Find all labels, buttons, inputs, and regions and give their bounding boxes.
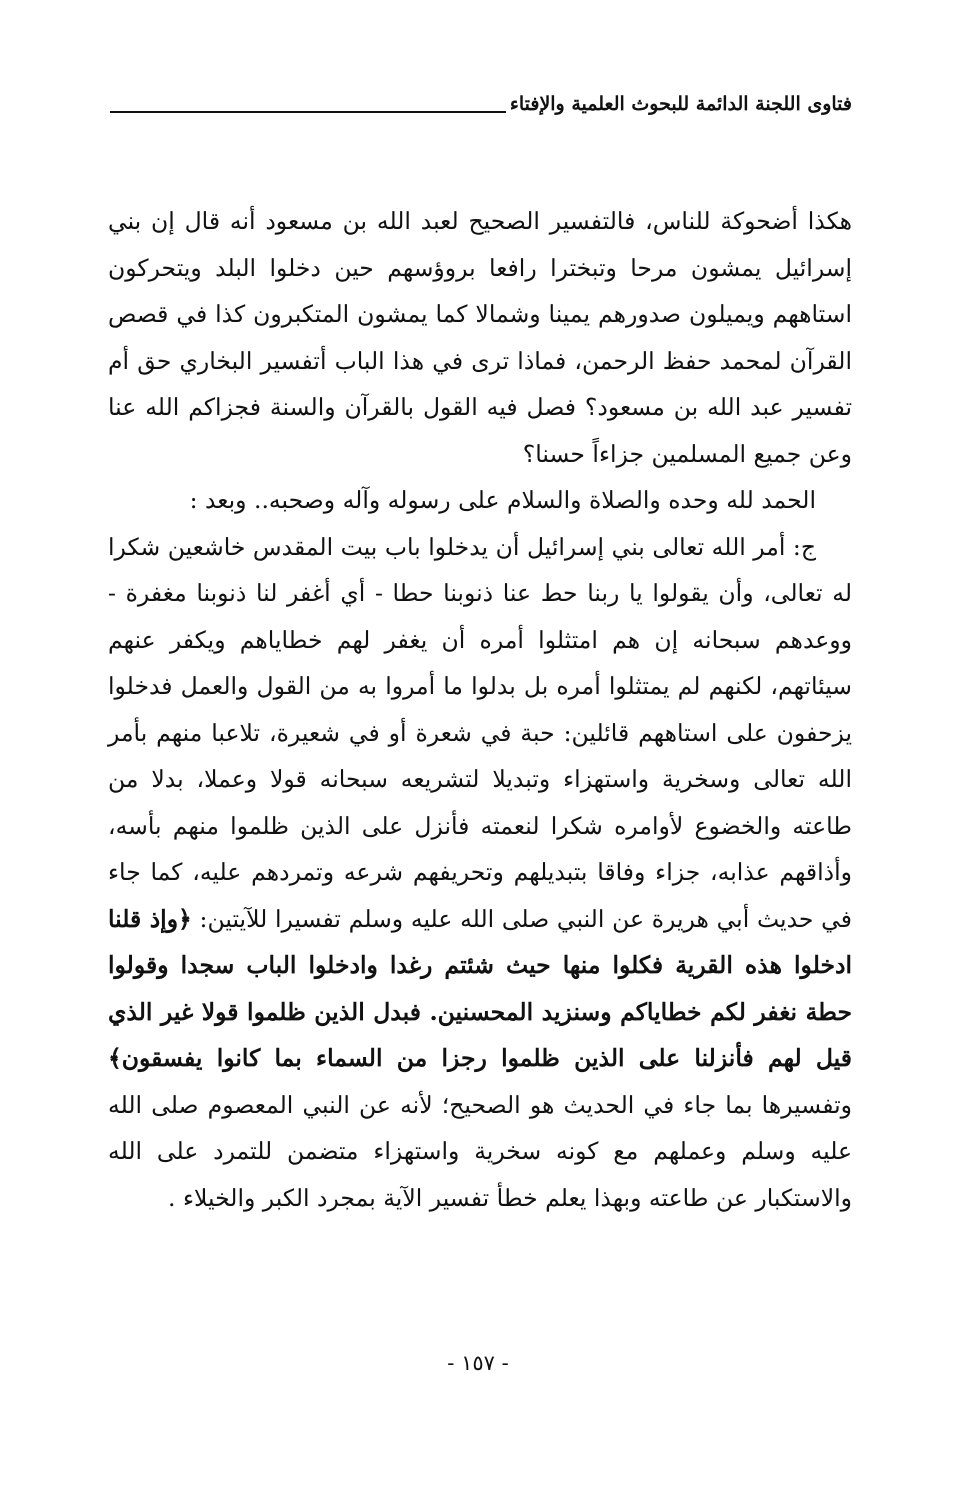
- answer-paragraph: [108, 524, 852, 1222]
- answer-conclusion: وتفسيرها بما جاء في الحديث هو الصحيح؛ لأنه عن النبي المعصوم صلى الله عليه وسلم وعملهم مع كونه سخرية واستهزاء متضمن للتمرد على الله والاستكبار عن طاعته وبهذا يعلم خطأ تفسير الآية بمجرد الكبر والخيلاء .: [108, 1090, 852, 1212]
- running-title: فتاوى اللجنة الدائمة للبحوث العلمية والإفتاء: [509, 93, 852, 115]
- answer-intro: ج: أمر الله تعالى بني إسرائيل أن يدخلوا باب بيت المقدس خاشعين شكرا له تعالى، وأن يقولوا يا ربنا حط عنا ذنوبنا حطا - أي أغفر لنا ذنوبنا مغفرة - ووعدهم سبحانه إن هم امتثلوا أمره أن يغفر لهم خطاياهم ويكفر عنهم سيئاتهم، لكنهم لم يمتثلوا أمره بل بدلوا ما أمروا به من القول والعمل فدخلوا يزحفون على استاههم قائلين: حبة في شعرة أو في شعيرة، تلاعبا منهم بأمر الله تعالى وسخرية واستهزاء وتبديلا لتشريعه سبحانه قولا وعملا، بدلا من طاعته والخضوع لأوامره شكرا لنعمته فأنزل على الذين ظلموا منهم بأسه، وأذاقهم عذابه، جزاء وفاقا بتبديلهم وتحريفهم شرعه وتمردهم عليه، كما جاء في حديث أبي هريرة عن النبي صلى الله عليه وسلم تفسيرا للآيتين:: [108, 532, 852, 933]
- body-text: [108, 198, 852, 1221]
- quran-verse: ﴿وإذ قلنا ادخلوا هذه القرية فكلوا منها حيث شئتم رغدا وادخلوا الباب سجدا وقولوا حطة نغفر لكم خطاياكم وسنزيد المحسنين. فبدل الذين ظلموا قولا غير الذي قيل لهم فأنزلنا على الذين ظلموا رجزا من السماء بما كانوا يفسقون﴾: [108, 904, 852, 1072]
- page-number: - ١٥٧ -: [447, 1351, 509, 1375]
- running-header: [110, 86, 852, 116]
- greeting-paragraph: الحمد لله وحده والصلاة والسلام على رسوله وآله وصحبه.. وبعد :: [189, 486, 816, 514]
- header-rule: [110, 111, 506, 113]
- question-paragraph: هكذا أضحوكة للناس، فالتفسير الصحيح لعبد الله بن مسعود أنه قال إن بني إسرائيل يمشون مرحا وتبخترا رافعا بروؤسهم حين دخلوا البلد ويتحركون استاههم ويميلون صدورهم يمينا وشمالا كما يمشون المتكبرون كذا في قصص القرآن لمحمد حفظ الرحمن، فماذا ترى في هذا الباب أتفسير البخاري حق أم تفسير عبد الله بن مسعود؟ فصل فيه القول بالقرآن والسنة فجزاكم الله عنا وعن جميع المسلمين جزاءاً حسنا؟: [108, 207, 852, 468]
